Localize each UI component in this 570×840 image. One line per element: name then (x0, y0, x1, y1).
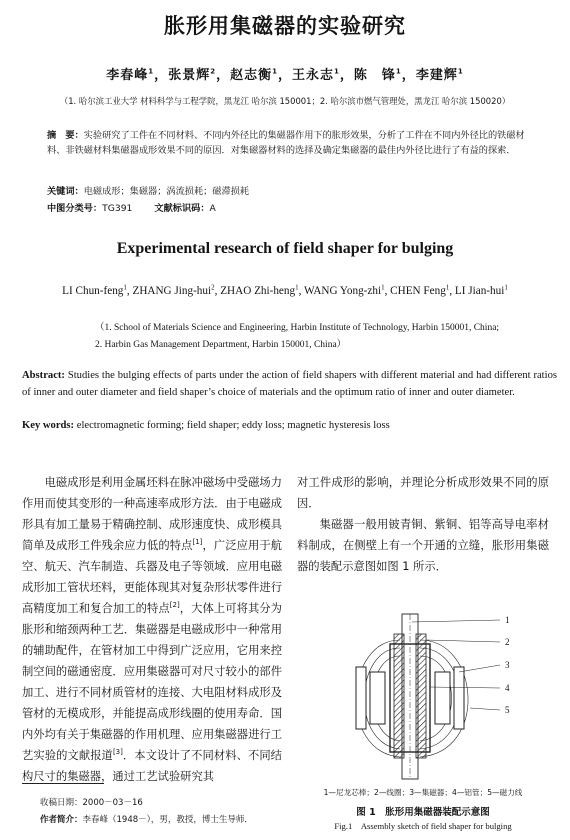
author-name: 陈 锋 (353, 68, 396, 83)
classification-code: TG391 (102, 203, 133, 214)
figure-caption-cn: 图 1 胀形用集磁器装配示意图 (356, 807, 490, 818)
author-affiliation-mark: 1 (334, 67, 340, 76)
figure-legend: 1—尼龙芯棒；2—线圈；3—集磁器；4—铝管；5—磁力线 (323, 788, 523, 797)
keywords-en (22, 420, 390, 431)
author-name: LI Jian-hui (454, 285, 505, 297)
author-name: CHEN Feng (390, 285, 446, 297)
abstract-en-text: Studies the bulging effects of parts under the action of field shapers with different material and had different ratios of inner and outer diameter and field shaper’s choice of materials and the optimum ratio of inner and outer diameter. (22, 370, 557, 398)
abstract-cn-label: 摘 要： (47, 130, 84, 141)
doc-code: A (209, 203, 216, 214)
doc-code-label: 文献标识码： (154, 203, 210, 214)
body-paragraph: 对工件成形的影响，并理论分析成形效果不同的原因． (297, 476, 549, 510)
abstract-cn-text: 实验研究了工件在不同材料、不同内外径比的集磁器作用下的胀形效果，分析了工件在不同内外径比的铁磁材料、非铁磁材料集磁器成形效果不同的原因．对集磁器材料的选择及确定集磁器的最佳内外径比进行了有益的探索． (47, 130, 525, 156)
author-affiliation-mark: 1 (272, 67, 278, 76)
abstract-en (22, 367, 557, 401)
author-name: 张景辉 (168, 68, 211, 83)
citation-ref: [2] (169, 601, 180, 610)
keywords-cn (47, 183, 249, 197)
citation-ref: [3] (112, 748, 123, 757)
author-name: 赵志衡 (230, 68, 273, 83)
figure-caption-en: Fig.1 Assembly sketch of field shaper for bulging (334, 821, 512, 831)
keywords-cn-text: 电磁成形；集磁器；涡流损耗；磁滞损耗 (83, 186, 250, 197)
author-name: LI Chun-feng (62, 285, 124, 297)
author-name: 李春峰 (106, 68, 149, 83)
citation-ref: [1] (192, 538, 203, 547)
author-name: ZHAO Zhi-heng (220, 285, 296, 297)
affiliation-cn: （1. 哈尔滨工业大学 材料科学与工程学院，黑龙江 哈尔滨 150001；2. 哈尔滨市燃气管理处，黑龙江 哈尔滨 150020） (59, 96, 511, 106)
body-paragraph: 电磁成形是利用金属坯料在脉冲磁场中受磁场力作用而使其变形的一种高速率成形方法．由于电磁成形具有加工量易于精确控制、成形速度快、成形模具简单及成形工件残余应力低的特点[1]，广泛应用于航空、航天、汽车制造、兵器及电子等领域．应用电磁成形加工管状坯料，更能体现其对复杂形状零件进行高精度加工和复合加工的特点[2]，大体上可将其分为胀形和缩颈两种工艺．集磁器是电磁成形中一种常用的辅助配件，在管材加工中得到广泛应用，它用来控制空间的磁通密度．应用集磁器可对尺寸较小的部件加工、进行不同材质管材的连接、大电阻材料成形及管材的无模成形，并能提高成形线圈的使用寿命．国内外均有关于集磁器的作用机理、应用集磁器进行工艺实验的文献报道[3]．本文设计了不同材料、不同结构尺寸的集磁器，通过工艺试验研究其 (22, 476, 282, 783)
coil-left (394, 634, 404, 758)
keywords-en-label: Key words: (22, 420, 75, 431)
affiliation-en-line-1: （1. School of Materials Science and Engineering, Harbin Institute of Technology, Harbin 150001, China; (95, 323, 500, 333)
footnote-author-text: 李春峰（1948－），男，教授，博士生导师． (82, 815, 253, 825)
author-list-cn: 李春峰$^1$，张景辉$^2$，赵志衡$^1$，王永志$^1$，陈 锋$^1$，李建辉$^1$ (106, 67, 464, 83)
footnote-author-bio (40, 813, 253, 825)
paper-title-en: Experimental research of field shaper for bulging (116, 240, 454, 257)
author-affiliation-mark: 2 (210, 67, 217, 76)
abstract-cn (47, 128, 537, 158)
abstract-en-label: Abstract: (22, 370, 65, 381)
assembly-sketch-figure (330, 612, 530, 784)
author-name: WANG Yong-zhi (304, 285, 382, 297)
author-affiliation-mark: 1 (148, 67, 155, 76)
classification-label: 中图分类号： (47, 203, 103, 214)
body-column-left (22, 472, 282, 787)
classification-cn (47, 200, 216, 214)
figure-label-2: 2 (505, 637, 510, 647)
author-list-en: LI Chun-feng$^1$, ZHANG Jing-hui$^2$, ZHAO Zhi-heng$^1$, WANG Yong-zhi$^1$, CHEN Feng$^1$, LI Jian-hui$^1$ (62, 283, 508, 297)
author-affiliation-mark: 1 (457, 67, 464, 76)
author-name: ZHANG Jing-hui (132, 285, 212, 297)
body-paragraph: 集磁器一般用铍青铜、紫铜、铝等高导电率材料制成，在侧壁上有一个开通的立缝，胀形用集磁器的装配示意图如图 1 所示． (297, 518, 549, 573)
figure-label-1: 1 (505, 615, 510, 625)
paper-title-cn: 胀形用集磁器的实验研究 (164, 14, 406, 38)
keywords-en-text: electromagnetic forming; field shaper; eddy loss; magnetic hysteresis loss (74, 420, 390, 431)
affiliation-en-line-2: 2. Harbin Gas Management Department, Harbin 150001, China） (95, 340, 347, 350)
footnote-divider (22, 783, 104, 784)
figure-label-4: 4 (505, 683, 510, 693)
body-column-right (297, 472, 549, 577)
author-affiliation-mark: 1 (381, 283, 385, 292)
author-name: 王永志 (292, 68, 335, 83)
author-name: 李建辉 (415, 68, 458, 83)
author-affiliation-mark: 1 (295, 283, 299, 292)
footnote-author-label: 作者简介： (40, 815, 83, 825)
author-affiliation-mark: 2 (211, 283, 215, 292)
figure-label-3: 3 (505, 660, 510, 670)
field-shaper (454, 667, 464, 729)
figure-label-5: 5 (505, 705, 510, 715)
footnote-received-date: 收稿日期：2000－03－16 (40, 798, 143, 808)
author-affiliation-mark: 1 (123, 283, 127, 292)
keywords-cn-label: 关键词： (47, 186, 84, 197)
author-affiliation-mark: 1 (395, 67, 402, 76)
author-affiliation-mark: 1 (504, 283, 508, 292)
author-affiliation-mark: 1 (445, 283, 450, 292)
coil-right (416, 634, 426, 758)
